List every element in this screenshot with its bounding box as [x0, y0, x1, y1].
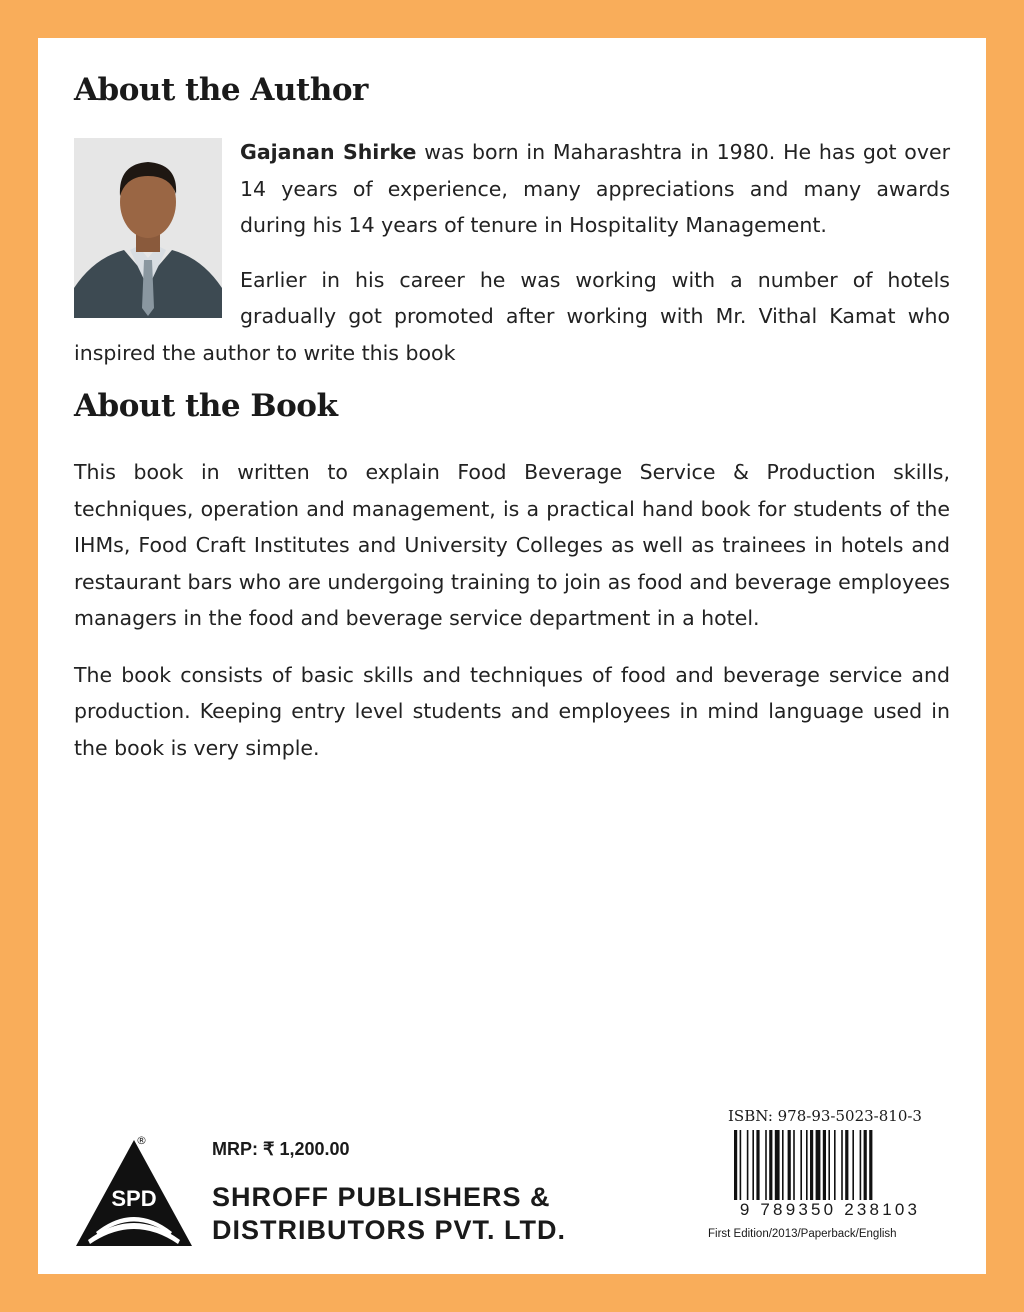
publisher-name: [212, 1181, 566, 1247]
about-author-section: [74, 134, 950, 389]
author-photo: [74, 138, 222, 318]
author-bio-text: was born in Maharashtra in 1980. He has got over 14 years of experience, many appreciations and many awards during his 14 years of tenure in Hospitality Management.: [240, 140, 950, 237]
barcode-digits: 9 789350 238103: [732, 1200, 928, 1220]
edition-info: First Edition/2013/Paperback/English: [708, 1228, 897, 1240]
spd-logo: [74, 1136, 194, 1248]
registered-mark: ®: [136, 1134, 147, 1147]
about-author-heading: About the Author: [74, 72, 368, 108]
mrp-price: MRP: ₹ 1,200.00: [212, 1139, 350, 1159]
publisher-line-2: DISTRIBUTORS PVT. LTD.: [212, 1215, 567, 1245]
isbn-number: ISBN: 978-93-5023-810-3: [728, 1107, 922, 1125]
book-paragraph-2: The book consists of basic skills and techniques of food and beverage service and production. Keeping entry level students and employees in mind language used in the book is very simple.: [74, 662, 950, 760]
about-book-section: [74, 454, 950, 786]
author-portrait-image: [74, 138, 222, 318]
author-paragraph-2: Earlier in his career he was working with a number of hotels gradually got promoted after working with Mr. Vithal Kamat who inspired the author to write this book: [74, 267, 950, 365]
back-cover-page: [38, 38, 986, 1274]
publisher-line-1: SHROFF PUBLISHERS &: [212, 1182, 551, 1212]
author-name: Gajanan Shirke: [240, 140, 417, 164]
book-paragraph-1: This book in written to explain Food Beverage Service & Production skills, techniques, operation and management, is a practical hand book for students of the IHMs, Food Craft Institutes and University Colleges as well as trainees in hotels and restaurant bars who are undergoing training to join as food and beverage employees managers in the food and beverage service department in a hotel.: [74, 460, 950, 630]
about-book-heading: About the Book: [74, 388, 338, 424]
spd-logo-text: SPD: [111, 1186, 157, 1211]
